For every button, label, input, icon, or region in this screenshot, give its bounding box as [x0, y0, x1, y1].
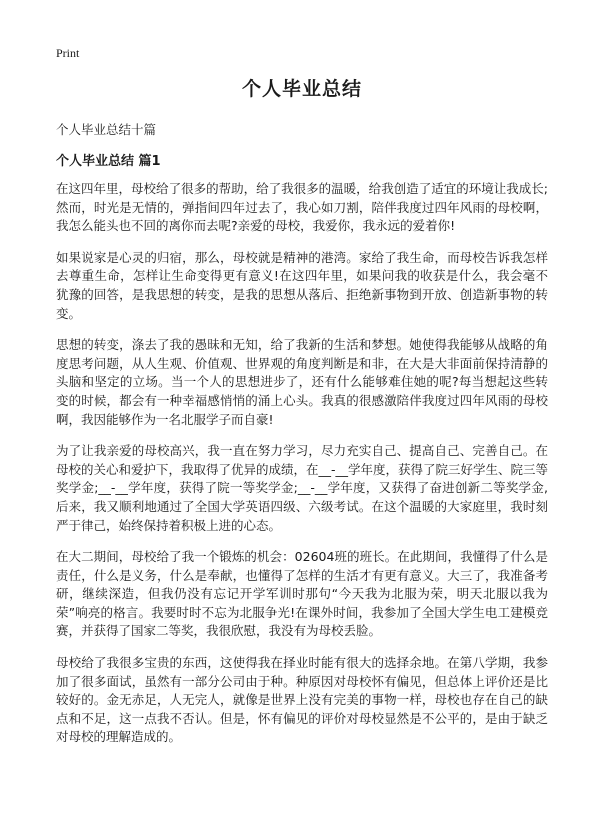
paragraph-4: 为了让我亲爱的母校高兴，我一直在努力学习，尽力充实自己、提高自己、完善自己。在母校的关心和爱护下，我取得了优异的成绩，在__-__学年度，获得了院三好学生、院三等奖学金;__-__学年度，获得了院一等奖学金;__-__学年度，又获得了奋进创新二等奖学金,后来，我又顺利地通过了全国大学英语四级、六级考试。在这个温暖的大家庭里，我时刻严于律己，始终保持着积极上进的心态。	[56, 443, 549, 533]
section-heading: 个人毕业总结 篇1	[56, 154, 161, 169]
document-title: 个人毕业总结	[241, 78, 362, 100]
paragraph-3: 思想的转变，涤去了我的愚昧和无知，给了我新的生活和梦想。她使得我能够从战略的角度思考问题，从人生观、价值观、世界观的角度判断是和非，在大是大非面前保持清静的头脑和坚定的立场。当一个人的思想进步了，还有什么能够难住她的呢?每当想起这些转变的时候，都会有一种幸福感悄悄的涌上心头。我真的很感激陪伴我度过四年风雨的母校啊，我因能够作为一名北服学子而自豪!	[56, 337, 548, 427]
paragraph-1: 在这四年里，母校给了很多的帮助，给了我很多的温暖，给我创造了适宜的环境让我成长;然而，时光是无情的，弹指间四年过去了，我心如刀割，陪伴我度过四年风雨的母校啊，我怎么能头也不回的离你而去呢?亲爱的母校，我爱你，我永远的爱着你!	[56, 181, 548, 234]
paragraph-2: 如果说家是心灵的归宿，那么，母校就是精神的港湾。家给了我生命，而母校告诉我怎样去尊重生命，怎样让生命变得更有意义!在这四年里，如果问我的收获是什么，我会毫不犹豫的回答，是我思想的转变，是我的思想从落后、拒绝新事物到开放、创造新事物的转变。	[56, 249, 548, 321]
paragraph-6: 母校给了我很多宝贵的东西，这使得我在择业时能有很大的选择余地。在第八学期，我参加了很多面试，虽然有一部分公司由于种。种原因对母校怀有偏见，但总体上评价还是比较好的。金无赤足，人无完人，就像是世界上没有完美的事物一样，母校也存在自己的缺点和不足，这一点我不否认。但是，怀有偏见的评价对母校显然是不公平的，是由于缺乏对母校的理解造成的。	[56, 655, 548, 745]
print-label: Print	[56, 46, 80, 60]
paragraph-5: 在大二期间，母校给了我一个锻炼的机会：02604班的班长。在此期间，我懂得了什么是责任，什么是义务，什么是奉献，也懂得了怎样的生活才有更有意义。大三了，我准备考研，继续深造，但我仍没有忘记开学军训时那句“今天我为北服为荣，明天北服以我为荣”响亮的格言。我要时时不忘为北服争光!在课外时间，我参加了全国大学生电工建模竞赛，并获得了国家二等奖，我很欣慰，我没有为母校丢脸。	[56, 549, 548, 639]
document-subtitle: 个人毕业总结十篇	[56, 122, 157, 137]
body-text	[56, 180, 548, 747]
